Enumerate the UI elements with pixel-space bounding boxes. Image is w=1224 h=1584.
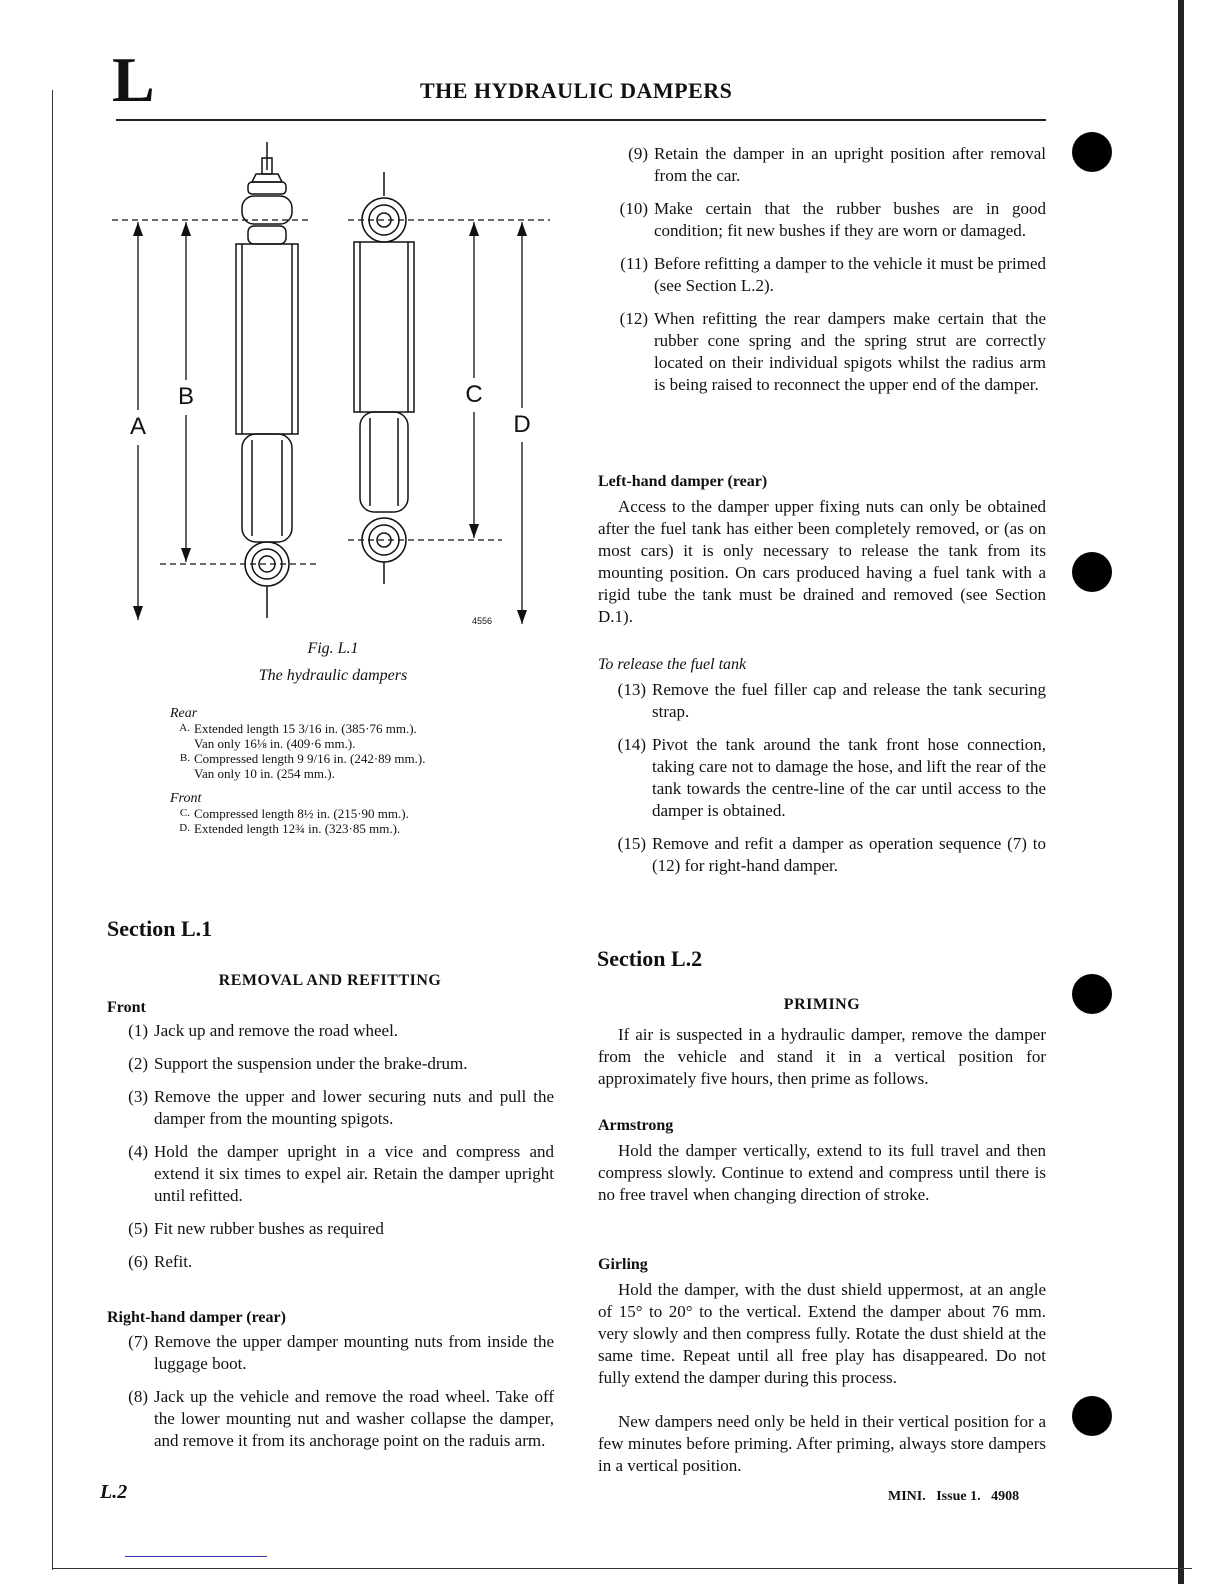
list-item: (2) Support the suspension under the brake-drum. <box>128 1054 468 1073</box>
list-item: (9) Retain the damper in an upright position after removal from the car. <box>628 144 1046 185</box>
front-heading: Front <box>107 999 146 1016</box>
page-number: L.2 <box>100 1481 128 1503</box>
list-item: (5) Fit new rubber bushes as required <box>128 1219 384 1238</box>
figure-legend <box>170 700 510 836</box>
dimension-label-d: D <box>513 411 531 438</box>
list-item: (13) Remove the fuel filler cap and release the tank securing strap. <box>617 680 1046 721</box>
list-item: (8) Jack up the vehicle and remove the road wheel. Take off the lower mounting nut and washer collapse the damper, and remove it from its anchorage point on the raduis arm. <box>128 1387 554 1450</box>
girling-text: Hold the damper, with the dust shield uppermost, at an angle of 15° to 20° to the vertical. Extend the damper about 76 mm. very slowly and then compress fully. Rotate the dust shield at the same time. Repeat until all free play has disappeared. Do not fully extend the damper during this process. <box>598 1280 1046 1387</box>
punch-hole <box>1072 552 1112 592</box>
left-hand-damper-text: Access to the damper upper fixing nuts can only be obtained after the fuel tank has either been completely removed, or (as on most cars) it is only necessary to release the tank from its mounting position. On cars produced having a fuel tank with a rigid tube the tank must be drained and removed (see Section D.1). <box>598 497 1046 626</box>
armstrong-heading: Armstrong <box>598 1117 674 1134</box>
punch-hole <box>1072 974 1112 1014</box>
list-item: (11) Before refitting a damper to the vehicle it must be primed (see Section L.2). <box>620 254 1046 295</box>
dimension-label-a: A <box>129 413 147 440</box>
rear-damper-drawing <box>236 142 298 618</box>
left-hand-damper-heading: Left-hand damper (rear) <box>598 473 768 490</box>
page-right-edge <box>1178 0 1184 1584</box>
punch-hole <box>1072 132 1112 172</box>
right-hand-steps-list <box>114 1331 554 1463</box>
steps-9-to-12-list <box>604 143 1046 407</box>
girling-heading: Girling <box>598 1256 648 1273</box>
legend-item: B. Compressed length 9 9/16 in. (242·89 mm.). Van only 10 in. (254 mm.). <box>179 751 426 781</box>
section-l1-subtitle: REMOVAL AND REFITTING <box>218 972 442 989</box>
armstrong-text: Hold the damper vertically, extend to its full travel and then compress slowly. Continue to extend and compress until there is no free travel when changing direction of stroke. <box>598 1141 1046 1204</box>
issue-info: MINI. Issue 1. 4908 <box>888 1489 1020 1504</box>
page-bottom-edge <box>52 1568 1192 1569</box>
section-letter: L <box>112 44 155 115</box>
legend-rear-heading: Rear <box>170 706 198 721</box>
priming-intro: If air is suspected in a hydraulic damper, remove the damper from the vehicle and stand it in a vertical position for approximately five hours, then prime as follows. <box>598 1025 1046 1088</box>
right-hand-damper-heading: Right-hand damper (rear) <box>107 1309 286 1326</box>
section-l2-title: Section L.2 <box>597 946 703 971</box>
list-item: (3) Remove the upper and lower securing nuts and pull the damper from the mounting spigots. <box>128 1087 554 1128</box>
list-item: (1) Jack up and remove the road wheel. <box>128 1021 399 1040</box>
list-item: (15) Remove and refit a damper as operation sequence (7) to (12) for right-hand damper. <box>617 834 1046 875</box>
figure-ref-number: 4556 <box>472 616 493 626</box>
legend-item: A. Extended length 15 3/16 in. (385·76 mm.). Van only 16⅛ in. (409·6 mm.). <box>179 721 417 751</box>
dimension-label-b: B <box>177 383 195 410</box>
steps-13-to-15-list <box>600 679 1046 888</box>
list-item: (6) Refit. <box>128 1252 193 1271</box>
release-fuel-tank-heading: To release the fuel tank <box>598 656 747 673</box>
legend-item: D. Extended length 12¾ in. (323·85 mm.). <box>179 821 401 836</box>
scan-mark <box>125 1556 267 1557</box>
list-item: (4) Hold the damper upright in a vice and compress and extend it six times to expel air. Retain the damper upright until refitted. <box>128 1142 554 1205</box>
front-damper-drawing <box>354 172 414 584</box>
list-item: (7) Remove the upper damper mounting nuts from inside the luggage boot. <box>128 1332 554 1373</box>
list-item: (12) When refitting the rear dampers make certain that the rubber cone spring and the spring strut are correctly located on their individual spigots whilst the radius arm is being raised to reconnect the upper end of the damper. <box>619 309 1046 394</box>
front-steps-list <box>114 1020 554 1284</box>
new-dampers-text: New dampers need only be held in their vertical position for a few minutes before priming. After priming, always store dampers in a vertical position. <box>598 1412 1046 1475</box>
dimension-label-c: C <box>465 381 483 408</box>
damper-diagram <box>110 140 550 630</box>
legend-item: C. Compressed length 8½ in. (215·90 mm.). <box>179 806 409 821</box>
figure-caption-title: The hydraulic dampers <box>258 667 408 684</box>
page-title: THE HYDRAULIC DAMPERS <box>420 78 733 103</box>
list-item: (14) Pivot the tank around the tank front hose connection, taking care not to damage the hose, and lift the rear of the tank towards the centre-line of the car until access to the damper is obtained. <box>617 735 1046 820</box>
section-l1-title: Section L.1 <box>107 916 213 941</box>
section-l2-subtitle: PRIMING <box>783 996 861 1013</box>
list-item: (10) Make certain that the rubber bushes are in good condition; fit new bushes if they are worn or damaged. <box>619 199 1046 240</box>
page-left-edge <box>52 90 53 1570</box>
legend-front-heading: Front <box>170 791 202 806</box>
figure-caption-number: Fig. L.1 <box>307 640 359 657</box>
punch-hole <box>1072 1396 1112 1436</box>
header-rule <box>116 119 1046 121</box>
